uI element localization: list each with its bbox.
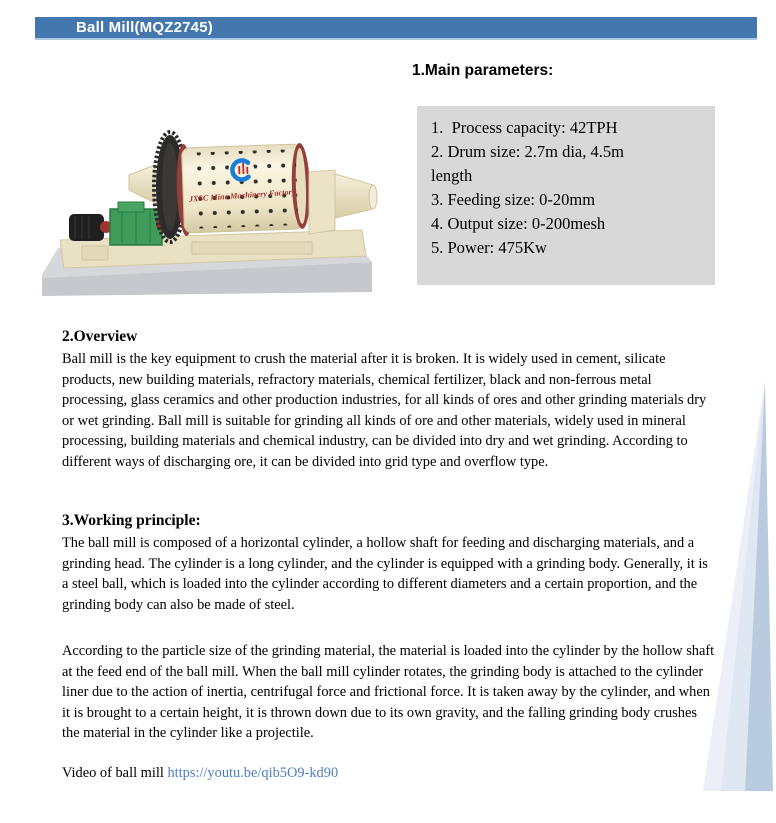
ball-mill-image (42, 118, 382, 302)
feed-cone (129, 165, 155, 203)
working-principle-paragraph-1: The ball mill is composed of a horizontal cylinder, a hollow shaft for feeding and discharging materials, and a grinding head. The cylinder is a long cylinder, and the cylinder is equipped with a grinding body. Generally, it is a steel ball, which is loaded into the cylinder according to different diameters and a certain proportion, and the grinding body can also be made of steel. (62, 535, 708, 613)
brand-logo-text: JXSC Mine Machinery Factory (188, 187, 296, 204)
decorative-wedge (683, 381, 776, 791)
video-label: Video of ball mill (62, 765, 168, 781)
main-parameters-box (417, 106, 715, 285)
parameter-line: length (431, 166, 473, 185)
parameter-line: 4. Output size: 0-200mesh (431, 214, 606, 233)
parameter-line: 1. Process capacity: 42TPH (431, 118, 618, 137)
overview-heading: 2.Overview (62, 328, 138, 345)
parameter-line: 3. Feeding size: 0-20mm (431, 190, 596, 209)
video-link[interactable]: https://youtu.be/qib5O9-kd90 (167, 765, 339, 781)
drum (175, 140, 311, 237)
main-parameters-heading: 1.Main parameters: (412, 62, 554, 79)
ball-mill-illustration (42, 118, 382, 302)
working-principle-paragraph-2: According to the particle size of the grinding material, the material is loaded into the cylinder by the hollow shaft at the feed end of the ball mill. When the ball mill cylinder rotates, the grinding body is attached to the cylinder liner due to the action of inertia, centrifugal force and frictional force. It is taken away by the cylinder, and when it is brought to a certain height, it is thrown down due to its own gravity, and the falling grinding body crushes the material in the cylinder like a projectile. (62, 643, 715, 741)
page-title-bar (35, 17, 757, 40)
parameter-line: 2. Drum size: 2.7m dia, 4.5m (431, 142, 624, 161)
page-title: Ball Mill(MQZ2745) (76, 19, 213, 36)
discharge-end (309, 170, 377, 234)
working-principle-heading: 3.Working principle: (62, 512, 201, 529)
parameter-line: 5. Power: 475Kw (431, 238, 547, 257)
overview-paragraph: Ball mill is the key equipment to crush the material after it is broken. It is widely used in cement, silicate products, new building materials, refractory materials, chemical fertilizer, black and non-ferrous metal processing, glass ceramics and other production industries, for all kinds of ores and other grinding materials dry or wet grinding. Ball mill is suitable for grinding all kinds of ore and other materials, widely used in mineral processing, building materials and chemical industry, can be divided into dry and wet grinding. According to different ways of discharging ore, it can be divided into grid type and overflow type. (62, 351, 707, 470)
motor (69, 214, 112, 241)
video-line (62, 763, 716, 784)
